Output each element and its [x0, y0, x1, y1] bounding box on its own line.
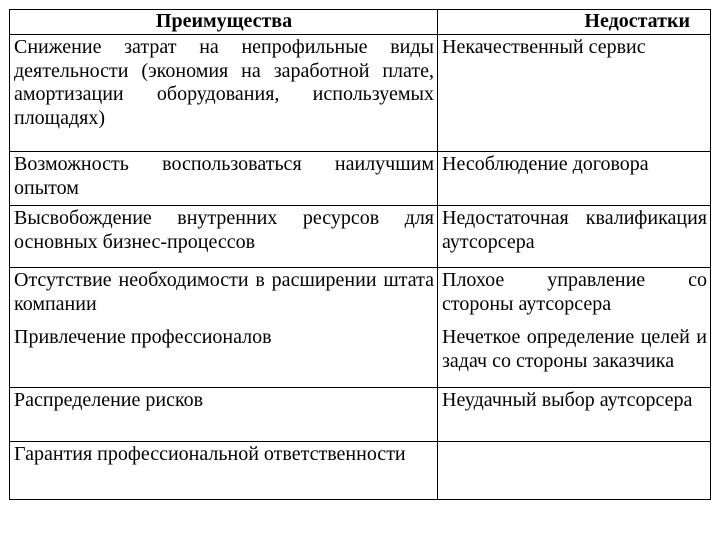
advantage-cell [10, 152, 438, 206]
disadvantage-cell [438, 442, 711, 500]
disadvantage-cell: Неудачный выбор аутсорсера [438, 388, 711, 442]
table-row [10, 388, 711, 442]
advantage-cell: Снижение затрат на непрофильные виды деятельности (экономия на заработной плате, амортизации оборудования, используемых площадях) [10, 35, 438, 152]
advantage-cell: Распределение рисков [10, 388, 438, 442]
cell-spacer [442, 316, 707, 326]
advantage-text: Возможность воспользоваться наилучшим опытом [14, 153, 434, 199]
disadvantage-cell: Некачественный сервис [438, 35, 711, 152]
table-header-row [10, 10, 711, 35]
table-row [10, 268, 711, 388]
comparison-table [9, 9, 711, 500]
disadvantage-cell [438, 152, 711, 206]
advantage-text: Отсутствие необходимости в расширении штата компании [14, 269, 434, 315]
advantage-text: Привлечение профессионалов [14, 326, 272, 348]
header-disadvantages: Недостатки [438, 10, 711, 35]
table-row [10, 206, 711, 268]
disadvantage-text: Несоблюдение договора [442, 153, 649, 175]
disadvantage-text: Нечеткое определение целей и задач со стороны заказчика [442, 326, 707, 372]
disadvantage-cell [438, 268, 711, 388]
disadvantage-cell: Недостаточная квалификация аутсорсера [438, 206, 711, 268]
table-row [10, 35, 711, 152]
advantage-cell: Гарантия профессиональной ответственности [10, 442, 438, 500]
table-row [10, 152, 711, 206]
advantage-cell: Высвобождение внутренних ресурсов для основных бизнес-процессов [10, 206, 438, 268]
cell-spacer [14, 316, 434, 326]
disadvantage-text: Плохое управление со стороны аутсорсера [442, 269, 707, 315]
header-advantages: Преимущества [10, 10, 438, 35]
table-row [10, 442, 711, 500]
advantage-cell [10, 268, 438, 388]
